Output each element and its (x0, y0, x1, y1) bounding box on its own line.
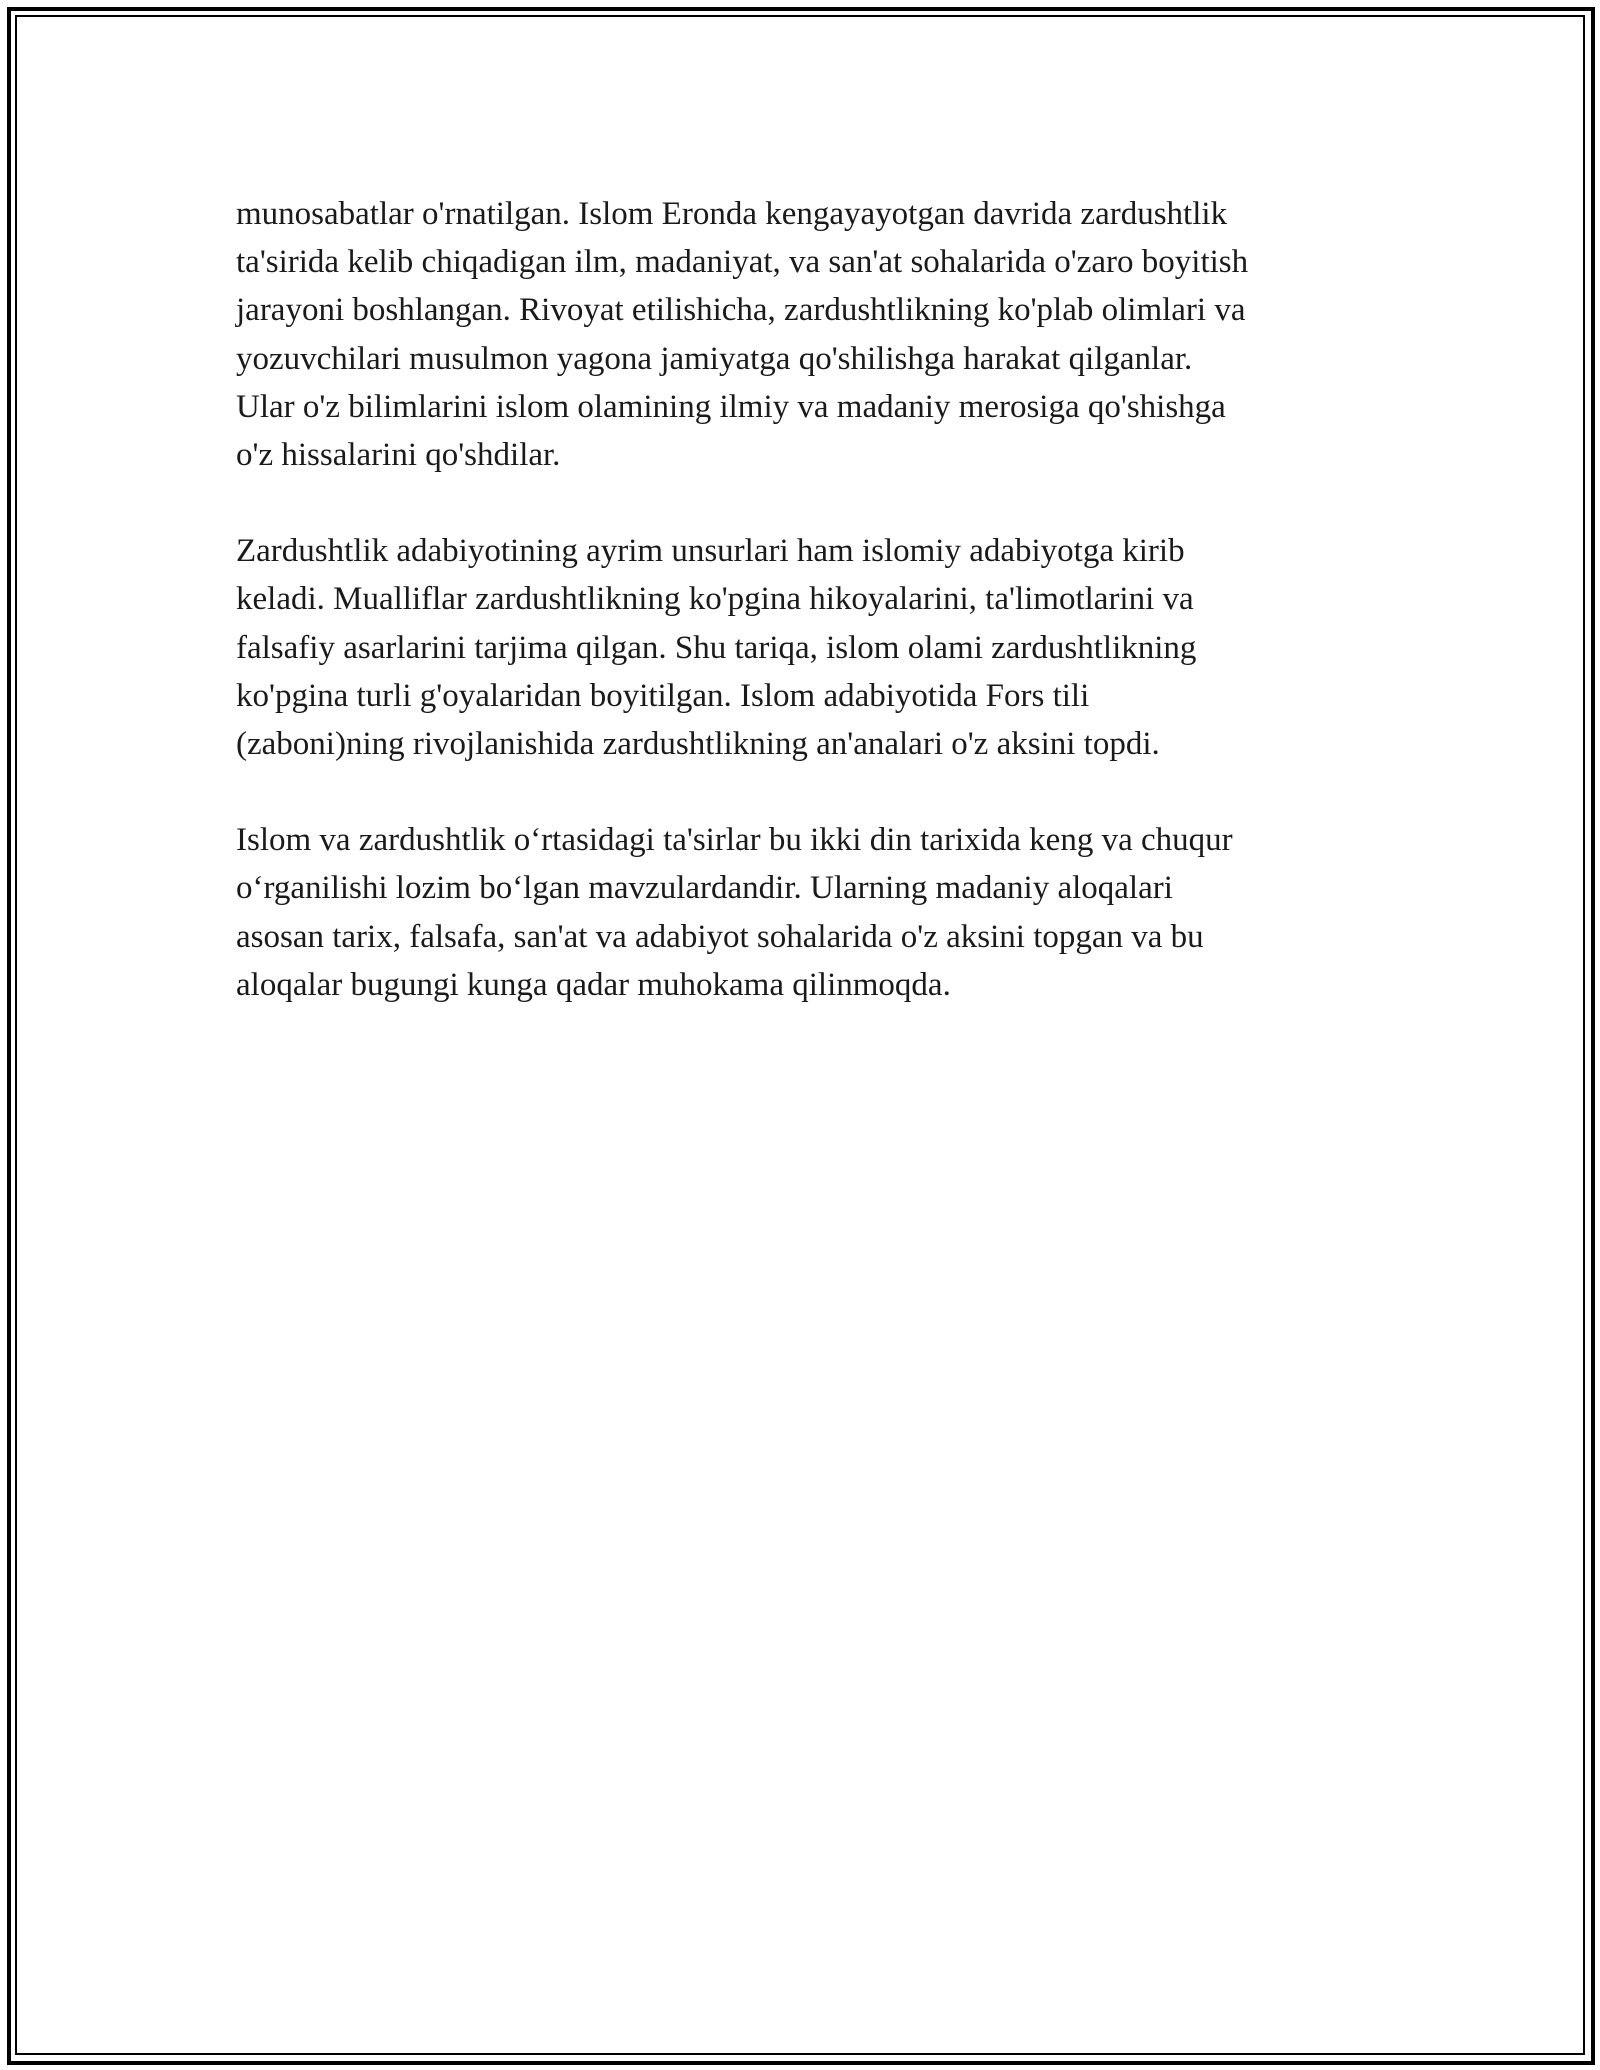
text-line: keladi. Mualliflar zardushtlikning ko'pgina hikoyalarini, ta'limotlarini va (236, 581, 1194, 618)
text-line: jarayoni boshlangan. Rivoyat etilishicha, zardushtlikning ko'plab olimlari va (236, 292, 1246, 329)
text-line: ta'sirida kelib chiqadigan ilm, madaniyat, va san'at sohalarida o'zaro boyitish (236, 244, 1249, 281)
text-line: Ular o'z bilimlarini islom olamining ilmiy va madaniy merosiga qo'shishga (236, 388, 1226, 425)
paragraph-3 (236, 816, 1406, 1009)
text-line: (zaboni)ning rivojlanishida zardushtlikning an'analari o'z aksini topdi. (236, 726, 1160, 763)
text-line: ko'pgina turli g'oyalaridan boyitilgan. Islom adabiyotida Fors tili (236, 677, 1090, 714)
paragraph-2 (236, 527, 1406, 768)
text-line: o'z hissalarini qo'shdilar. (236, 437, 561, 474)
text-line: Zardushtlik adabiyotining ayrim unsurlari ham islomiy adabiyotga kirib (236, 533, 1185, 570)
text-line: munosabatlar o'rnatilgan. Islom Eronda kengayayotgan davrida zardushtlik (236, 196, 1228, 232)
paragraph-1 (236, 190, 1406, 479)
text-line: yozuvchilari musulmon yagona jamiyatga qo'shilishga harakat qilganlar. (236, 340, 1193, 377)
text-line: o‘rganilishi lozim bo‘lgan mavzulardandir. Ularning madaniy aloqalari (236, 870, 1173, 907)
text-line: asosan tarix, falsafa, san'at va adabiyot sohalarida o'z aksini topgan va bu (236, 918, 1204, 955)
text-line: falsafiy asarlarini tarjima qilgan. Shu tariqa, islom olami zardushtlikning (236, 629, 1197, 666)
text-line: Islom va zardushtlik o‘rtasidagi ta'sirlar bu ikki din tarixida keng va chuqur (236, 822, 1233, 859)
document-body (236, 190, 1406, 1057)
text-line: aloqalar bugungi kunga qadar muhokama qilinmoqda. (236, 966, 951, 1003)
